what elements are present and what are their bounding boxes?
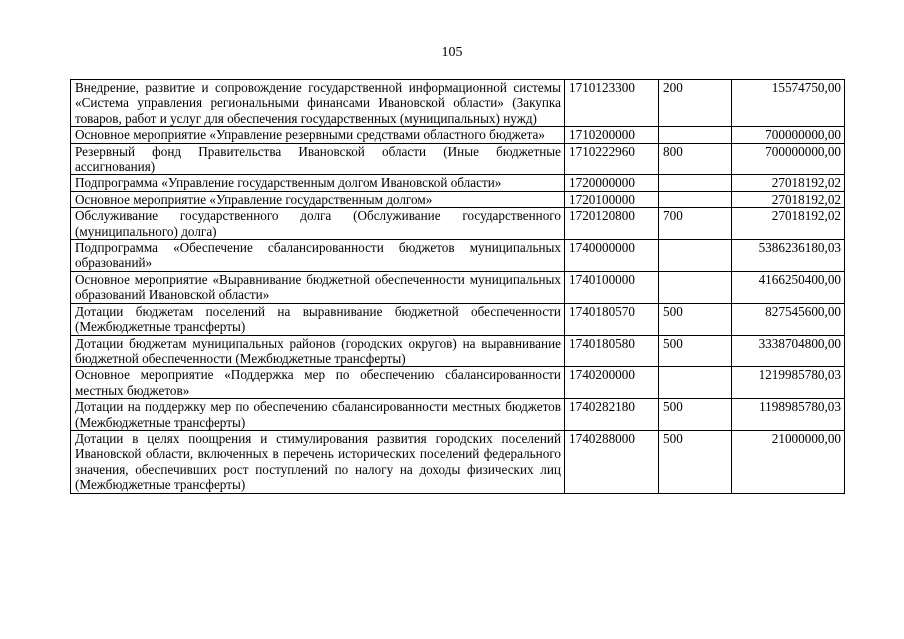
table-row bbox=[71, 208, 845, 240]
row-code: 1740100000 bbox=[565, 271, 659, 303]
row-code: 1720000000 bbox=[565, 175, 659, 191]
page-number: 105 bbox=[441, 45, 463, 60]
row-sum: 27018192,02 bbox=[732, 175, 845, 191]
row-sum: 27018192,02 bbox=[732, 191, 845, 207]
row-type: 500 bbox=[659, 430, 732, 493]
row-code: 1720120800 bbox=[565, 208, 659, 240]
table-row bbox=[71, 80, 845, 127]
row-type: 700 bbox=[659, 208, 732, 240]
row-sum: 700000000,00 bbox=[732, 127, 845, 143]
table-row bbox=[71, 175, 845, 191]
row-code: 1710222960 bbox=[565, 143, 659, 175]
row-name: Дотации бюджетам муниципальных районов (городских округов) на выравнивание бюджетной обеспеченности (Межбюджетные трансферты) bbox=[71, 335, 565, 367]
row-code: 1720100000 bbox=[565, 191, 659, 207]
row-name: Дотации бюджетам поселений на выравнивание бюджетной обеспеченности (Межбюджетные трансферты) bbox=[71, 303, 565, 335]
table-row bbox=[71, 127, 845, 143]
table-row bbox=[71, 430, 845, 493]
row-name: Дотации в целях поощрения и стимулирования развития городских поселений Ивановской области, включенных в перечень исторических поселений федерального значения, обеспечивших рост поступлений по налогу на доходы физических лиц (Межбюджетные трансферты) bbox=[71, 430, 565, 493]
table-row bbox=[71, 191, 845, 207]
table-row bbox=[71, 367, 845, 399]
row-name: Подпрограмма «Управление государственным долгом Ивановской области» bbox=[71, 175, 565, 191]
row-code: 1740288000 bbox=[565, 430, 659, 493]
row-sum: 827545600,00 bbox=[732, 303, 845, 335]
table-row bbox=[71, 143, 845, 175]
row-code: 1740180570 bbox=[565, 303, 659, 335]
row-name: Подпрограмма «Обеспечение сбалансированности бюджетов муниципальных образований» bbox=[71, 240, 565, 272]
table-row bbox=[71, 240, 845, 272]
row-type bbox=[659, 271, 732, 303]
row-name: Основное мероприятие «Управление резервными средствами областного бюджета» bbox=[71, 127, 565, 143]
row-type bbox=[659, 191, 732, 207]
row-name: Дотации на поддержку мер по обеспечению сбалансированности местных бюджетов (Межбюджетные трансферты) bbox=[71, 399, 565, 431]
row-type bbox=[659, 127, 732, 143]
row-name: Основное мероприятие «Управление государственным долгом» bbox=[71, 191, 565, 207]
budget-table bbox=[70, 79, 845, 494]
row-sum: 1198985780,03 bbox=[732, 399, 845, 431]
row-code: 1740000000 bbox=[565, 240, 659, 272]
row-name: Обслуживание государственного долга (Обслуживание государственного (муниципального) долга) bbox=[71, 208, 565, 240]
row-sum: 4166250400,00 bbox=[732, 271, 845, 303]
row-name: Основное мероприятие «Выравнивание бюджетной обеспеченности муниципальных образований Ивановской области» bbox=[71, 271, 565, 303]
row-code: 1740180580 bbox=[565, 335, 659, 367]
row-code: 1710123300 bbox=[565, 80, 659, 127]
row-type: 200 bbox=[659, 80, 732, 127]
row-code: 1740200000 bbox=[565, 367, 659, 399]
row-type bbox=[659, 367, 732, 399]
row-type: 800 bbox=[659, 143, 732, 175]
row-name: Резервный фонд Правительства Ивановской области (Иные бюджетные ассигнования) bbox=[71, 143, 565, 175]
table-row bbox=[71, 271, 845, 303]
row-type: 500 bbox=[659, 303, 732, 335]
row-name: Основное мероприятие «Поддержка мер по обеспечению сбалансированности местных бюджетов» bbox=[71, 367, 565, 399]
row-code: 1740282180 bbox=[565, 399, 659, 431]
table-row bbox=[71, 335, 845, 367]
row-sum: 1219985780,03 bbox=[732, 367, 845, 399]
table-row bbox=[71, 303, 845, 335]
row-name: Внедрение, развитие и сопровождение государственной информационной системы «Система управления региональными финансами Ивановской области» (Закупка товаров, работ и услуг для обеспечения государственных (муниципальных) нужд) bbox=[71, 80, 565, 127]
row-sum: 5386236180,03 bbox=[732, 240, 845, 272]
row-type: 500 bbox=[659, 335, 732, 367]
row-sum: 700000000,00 bbox=[732, 143, 845, 175]
row-sum: 21000000,00 bbox=[732, 430, 845, 493]
row-type: 500 bbox=[659, 399, 732, 431]
table-row bbox=[71, 399, 845, 431]
row-sum: 27018192,02 bbox=[732, 208, 845, 240]
row-sum: 15574750,00 bbox=[732, 80, 845, 127]
row-code: 1710200000 bbox=[565, 127, 659, 143]
row-sum: 3338704800,00 bbox=[732, 335, 845, 367]
row-type bbox=[659, 240, 732, 272]
row-type bbox=[659, 175, 732, 191]
